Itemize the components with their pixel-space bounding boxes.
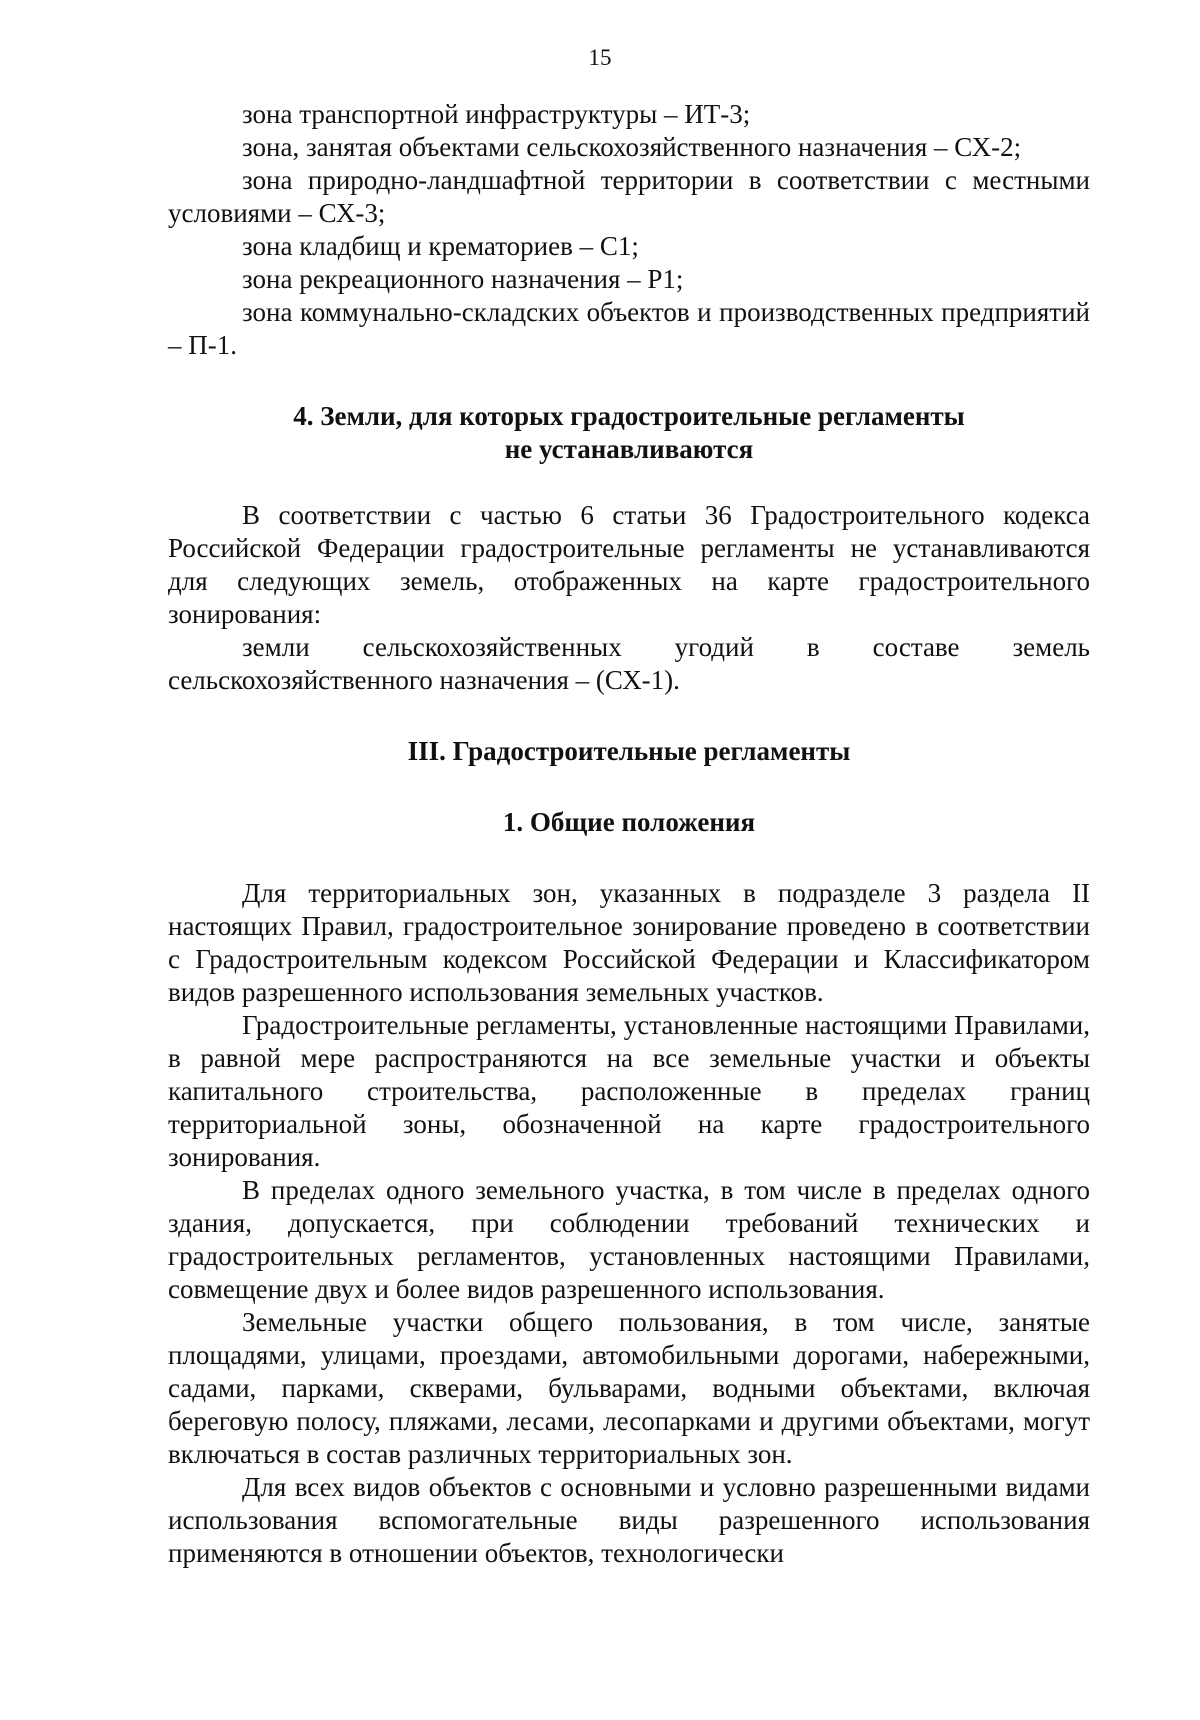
zone-item: зона кладбищ и крематориев – С1;	[242, 231, 639, 261]
general-provisions-paragraph: Градостроительные регламенты, установленные настоящими Правилами, в равной мере распространяются на все земельные участки и объекты капитального строительства, расположенные в пределах границ территориальной зоны, обозначенной на карте градостроительного зонирования.	[168, 1010, 1090, 1172]
zone-item: зона, занятая объектами сельскохозяйственного назначения – СХ-2;	[242, 132, 1022, 162]
page-number: 15	[588, 45, 612, 70]
section-3-heading: III. Градостроительные регламенты	[407, 736, 851, 766]
section-4-paragraph: В соответствии с частью 6 статьи 36 Градостроительного кодекса Российской Федерации градостроительные регламенты не устанавливаются для следующих земель, отображенных на карте градостроительного зонирования:	[168, 500, 1090, 629]
zone-item: зона транспортной инфраструктуры – ИТ-3;	[242, 99, 751, 129]
zone-item: зона коммунально-складских объектов и производственных предприятий – П-1.	[168, 297, 1090, 360]
general-provisions-paragraph: Для всех видов объектов с основными и условно разрешенными видами использования вспомогательные виды разрешенного использования применяются в отношении объектов, технологически	[168, 1472, 1090, 1568]
general-provisions-paragraph: Земельные участки общего пользования, в том числе, занятые площадями, улицами, проездами, автомобильными дорогами, набережными, садами, парками, скверами, бульварами, водными объектами, включая береговую полосу, пляжами, лесами, лесопарками и другими объектами, могут включаться в состав различных территориальных зон.	[168, 1307, 1090, 1469]
section-4-heading-line2: не устанавливаются	[504, 434, 754, 464]
section-4	[168, 400, 1090, 697]
document-body	[168, 98, 1090, 1570]
general-provisions-heading: 1. Общие положения	[502, 807, 756, 837]
section-4-paragraph: земли сельскохозяйственных угодий в составе земель сельскохозяйственного назначения – (СХ-1).	[168, 632, 1090, 695]
section-3	[168, 735, 1090, 1570]
zones-list	[168, 98, 1090, 362]
section-4-heading-line1: 4. Земли, для которых градостроительные регламенты	[293, 401, 965, 431]
general-provisions-paragraph: В пределах одного земельного участка, в том числе в пределах одного здания, допускается, при соблюдении требований технических и градостроительных регламентов, установленных настоящими Правилами, совмещение двух и более видов разрешенного использования.	[168, 1175, 1090, 1304]
zone-item: зона природно-ландшафтной территории в соответствии с местными условиями – СХ-3;	[168, 165, 1090, 228]
zone-item: зона рекреационного назначения – Р1;	[242, 264, 684, 294]
general-provisions-paragraph: Для территориальных зон, указанных в подразделе 3 раздела II настоящих Правил, градостроительное зонирование проведено в соответствии с Градостроительным кодексом Российской Федерации и Классификатором видов разрешенного использования земельных участков.	[168, 878, 1090, 1007]
